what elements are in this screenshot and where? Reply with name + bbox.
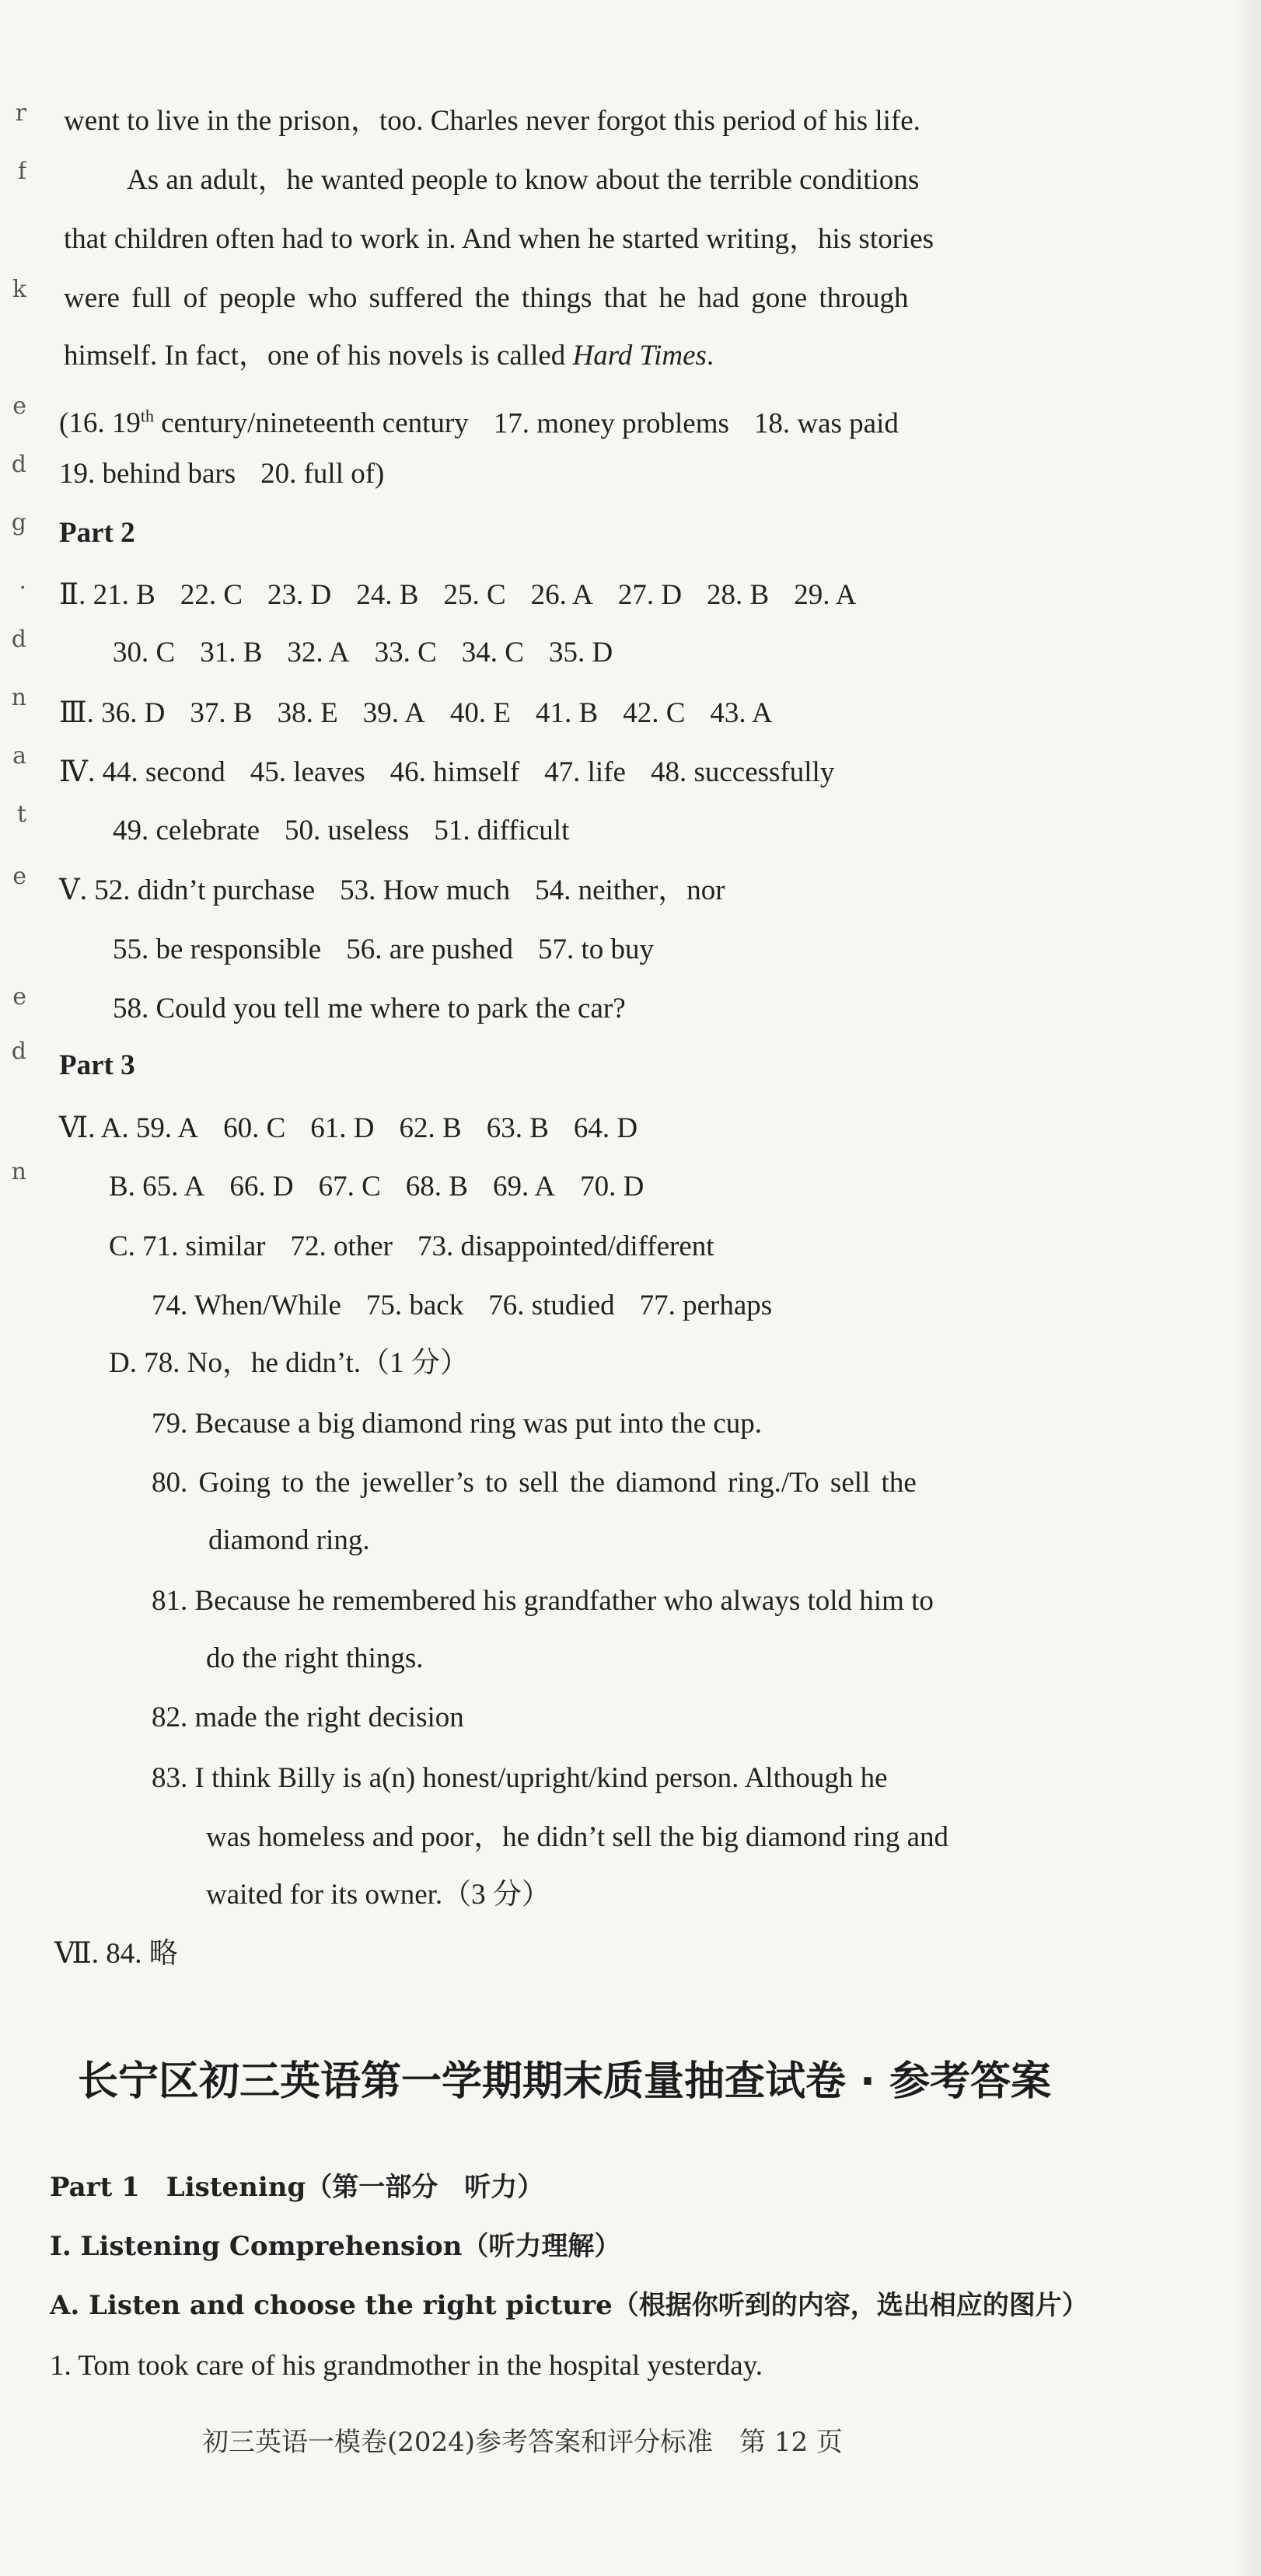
answer-item: 63. B: [486, 1112, 549, 1144]
answer-item: 35. D: [548, 637, 613, 668]
page-footer: 初三英语一模卷(2024)参考答案和评分标准 第 12 页: [202, 2427, 843, 2458]
answer-item: Ⅵ. A. 59. A: [59, 1112, 199, 1144]
section-6c-line: [152, 1287, 772, 1325]
answer-item: 72. other: [290, 1230, 393, 1262]
edge-letter: d: [11, 1038, 26, 1065]
answer-83-cont: waited for its owner.（3 分）: [206, 1879, 550, 1911]
answer-item: 47. life: [544, 756, 626, 788]
answer-item: 77. perhaps: [639, 1290, 773, 1321]
answer-item: 25. C: [443, 579, 506, 611]
answer-item: 37. B: [190, 697, 253, 729]
answer-item: 32. A: [287, 637, 350, 668]
listening-item-1: 1. Tom took care of his grandmother in the hospital yesterday.: [50, 2350, 763, 2382]
answer-item: 66. D: [229, 1171, 294, 1202]
answer-item: 53. How much: [340, 874, 511, 906]
answer-item: 22. C: [180, 579, 243, 611]
section-6c-line: [109, 1228, 714, 1265]
answer-80-cont: diamond ring.: [208, 1524, 370, 1556]
answer-80: 80. Going to the jeweller’s to sell the diamond ring./To sell the: [152, 1467, 917, 1499]
answer-item: 51. difficult: [434, 815, 570, 846]
section-6a-line: [59, 1110, 637, 1147]
section-a-heading: A. Listen and choose the right picture（根据你听到的内容，选出相应的图片）: [50, 2290, 1088, 2321]
edge-letter: a: [12, 742, 26, 770]
section-5-line: [59, 872, 725, 909]
answer-79: 79. Because a big diamond ring was put into the cup.: [152, 1408, 763, 1440]
listening-comprehension-heading: Ⅰ. Listening Comprehension（听力理解）: [50, 2231, 621, 2262]
answer-16-text: (16. 19: [59, 407, 141, 440]
answer-17: 17. money problems: [493, 407, 729, 440]
answer-item: B. 65. A: [109, 1171, 205, 1202]
answer-item: 33. C: [374, 637, 437, 668]
answer-20: 20. full of): [260, 458, 385, 490]
edge-letter: e: [12, 863, 26, 890]
answer-item: 57. to buy: [537, 934, 654, 965]
section-2-line: [59, 577, 856, 614]
section-title: 长宁区初三英语第一学期期末质量抽查试卷 · 参考答案: [78, 2058, 1051, 2105]
answer-item: 30. C: [113, 637, 176, 668]
answer-83: 83. I think Billy is a(n) honest/upright/kind person. Although he: [152, 1762, 888, 1794]
passage-text: himself. In fact，one of his novels is called: [64, 340, 573, 372]
answer-item: 74. When/While: [152, 1290, 341, 1321]
part1-heading: Part 1 Listening（第一部分 听力）: [50, 2172, 544, 2203]
answer-item: Ⅴ. 52. didn’t purchase: [59, 874, 316, 906]
edge-letter: d: [11, 451, 26, 478]
section-7-line: Ⅶ. 84. 略: [54, 1938, 178, 1970]
answer-item: Ⅳ. 44. second: [59, 756, 225, 788]
section-2-line: [113, 634, 613, 672]
edge-letter: t: [16, 801, 26, 828]
section-5-line: 58. Could you tell me where to park the car?: [113, 993, 626, 1024]
answer-item: 55. be responsible: [113, 934, 322, 965]
answer-item: 62. B: [399, 1112, 462, 1144]
passage-line: [64, 337, 714, 375]
answer-item: 73. disappointed/different: [417, 1230, 714, 1262]
novel-title: Hard Times: [572, 340, 707, 372]
answer-item: 42. C: [623, 697, 686, 729]
answer-item: 41. B: [536, 697, 599, 729]
answer-item: 34. C: [461, 637, 524, 668]
answer-item: 60. C: [223, 1112, 286, 1144]
edge-letter: e: [12, 983, 26, 1011]
answer-item: 48. successfully: [650, 756, 835, 788]
answer-18: 18. was paid: [753, 407, 899, 440]
passage-line: As an adult，he wanted people to know about the terrible conditions: [127, 164, 920, 196]
answer-item: 23. D: [267, 579, 332, 611]
answer-19: 19. behind bars: [59, 458, 236, 490]
answer-item: 24. B: [356, 579, 419, 611]
answer-81: 81. Because he remembered his grandfather who always told him to: [152, 1585, 934, 1617]
answer-item: 29. A: [794, 579, 857, 611]
section-4-line: [113, 812, 569, 850]
answer-line: [59, 456, 384, 493]
answer-item: 38. E: [277, 697, 338, 729]
answer-item: 40. E: [449, 697, 511, 729]
section-3-line: [59, 695, 773, 732]
passage-line: that children often had to work in. And when he started writing，his stories: [64, 223, 934, 255]
answer-item: 67. C: [318, 1171, 381, 1202]
answer-item: 28. B: [707, 579, 770, 611]
answer-item: 43. A: [710, 697, 773, 729]
edge-letter: n: [11, 1158, 26, 1185]
answer-item: 46. himself: [389, 756, 520, 788]
section-5-line: [113, 931, 654, 969]
answer-item: 70. D: [580, 1171, 644, 1202]
edge-letter: .: [19, 567, 26, 595]
answer-78: D. 78. No，he didn’t.（1 分）: [109, 1347, 469, 1379]
part2-heading: Part 2: [59, 517, 135, 549]
answer-item: 54. neither，nor: [535, 874, 725, 906]
edge-letter: n: [11, 684, 26, 711]
edge-letter: d: [11, 626, 26, 653]
section-6b-line: [109, 1168, 644, 1206]
answer-item: 49. celebrate: [113, 815, 260, 846]
answer-item: Ⅱ. 21. B: [59, 579, 155, 611]
answer-item: 68. B: [405, 1171, 468, 1202]
answer-item: 75. back: [365, 1290, 464, 1321]
edge-letter: e: [12, 393, 26, 420]
edge-letter: f: [17, 158, 26, 185]
passage-text: .: [706, 340, 714, 372]
answer-81-cont: do the right things.: [206, 1642, 424, 1674]
answer-item: 27. D: [617, 579, 683, 611]
passage-line: were full of people who suffered the things that he had gone through: [64, 282, 909, 314]
answer-83-cont: was homeless and poor，he didn’t sell the big diamond ring and: [206, 1821, 948, 1853]
answer-item: 69. A: [492, 1171, 556, 1202]
answer-16-rest: century/nineteenth century: [153, 407, 469, 440]
answer-item: 61. D: [310, 1112, 375, 1144]
answer-item: 76. studied: [488, 1290, 615, 1321]
answer-82: 82. made the right decision: [152, 1702, 464, 1733]
answer-item: 50. useless: [285, 815, 410, 846]
section-4-line: [59, 754, 834, 791]
answer-item: 56. are pushed: [346, 934, 513, 965]
edge-letter: g: [11, 509, 26, 536]
answer-line: [59, 398, 899, 442]
passage-line: went to live in the prison，too. Charles never forgot this period of his life.: [64, 105, 920, 137]
ordinal-suffix: th: [140, 407, 154, 426]
answer-item: Ⅲ. 36. D: [59, 697, 166, 729]
answer-item: C. 71. similar: [109, 1230, 266, 1262]
answer-item: 26. A: [530, 579, 593, 611]
answer-item: 45. leaves: [250, 756, 365, 788]
answer-item: 64. D: [573, 1112, 638, 1144]
edge-letter: r: [15, 99, 26, 127]
part3-heading: Part 3: [59, 1049, 135, 1081]
answer-item: 31. B: [200, 637, 263, 668]
page-edge-shadow: [1231, 0, 1261, 2576]
answer-16: [59, 407, 469, 439]
answer-item: 39. A: [362, 697, 425, 729]
edge-letter: k: [12, 276, 26, 303]
